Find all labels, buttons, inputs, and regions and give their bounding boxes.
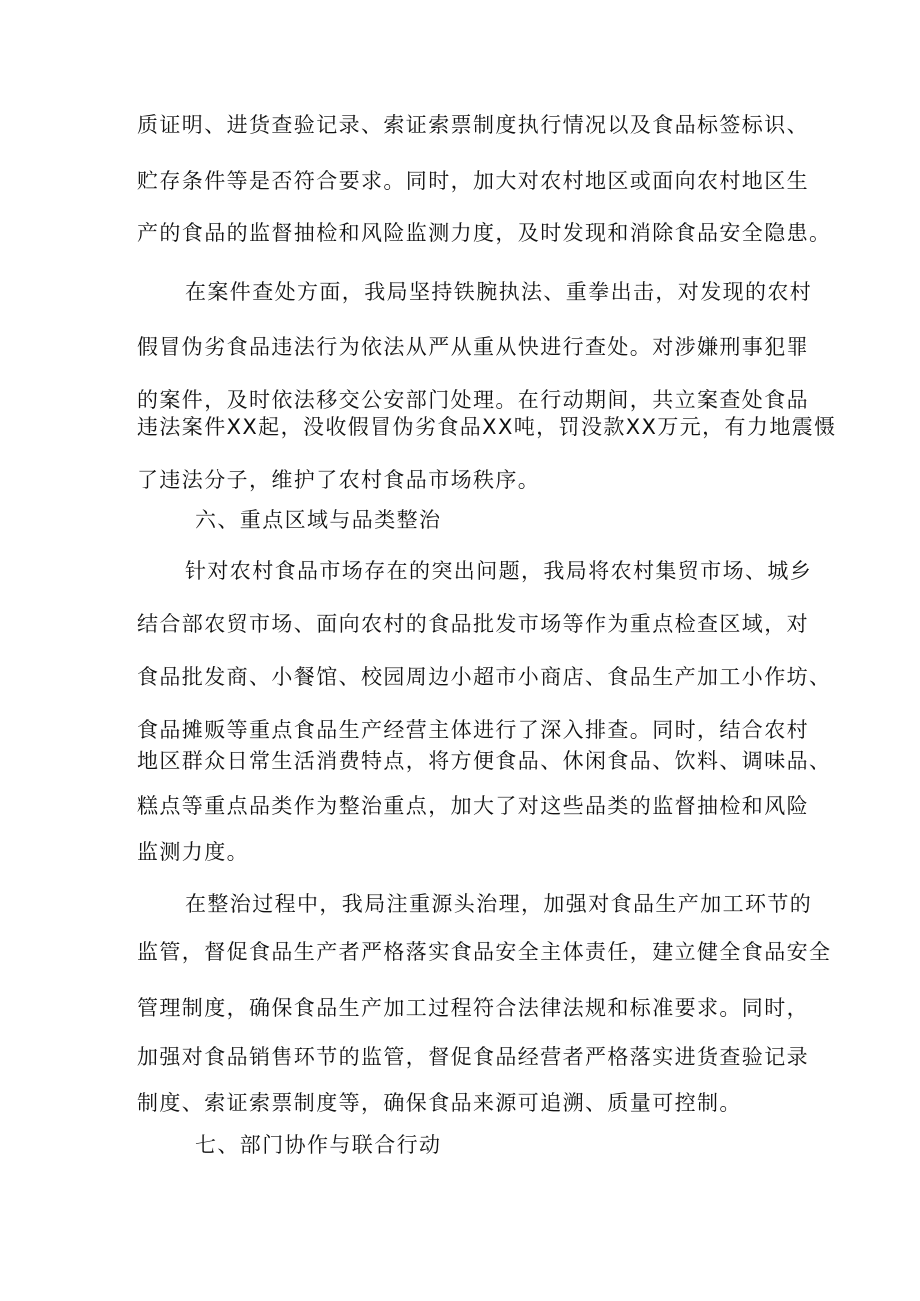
- text-line: 食品批发商、小餐馆、校园周边小超市小商店、食品生产加工小作坊、: [137, 665, 832, 689]
- text-line: 管理制度，确保食品生产加工过程符合法律法规和标准要求。同时，: [137, 996, 809, 1020]
- section-heading: 七、部门协作与联合行动: [195, 1133, 442, 1157]
- text-line: 糕点等重点品类作为整治重点，加大了对这些品类的监督抽检和风险: [137, 794, 809, 818]
- text-line: 假冒伪劣食品违法行为依法从严从重从快进行查处。对涉嫌刑事犯罪: [137, 335, 809, 359]
- text-line: 贮存条件等是否符合要求。同时，加大对农村地区或面向农村地区生: [137, 169, 809, 193]
- text-line: 的案件，及时依法移交公安部门处理。在行动期间，共立案查处食品: [137, 388, 809, 412]
- text-line: 监测力度。: [137, 840, 249, 864]
- text-line: 加强对食品销售环节的监管，督促食品经营者严格落实进货查验记录: [137, 1045, 809, 1069]
- text-line: 结合部农贸市场、面向农村的食品批发市场等作为重点检查区域，对: [137, 612, 809, 636]
- section-heading: 六、重点区域与品类整治: [195, 508, 442, 532]
- text-line: 监管，督促食品生产者严格落实食品安全主体责任，建立健全食品安全: [137, 940, 832, 964]
- text-line: 产的食品的监督抽检和风险监测力度，及时发现和消除食品安全隐患。: [137, 221, 832, 245]
- text-line: 质证明、进货查验记录、索证索票制度执行情况以及食品标签标识、: [137, 113, 809, 137]
- text-line: 违法案件XX起，没收假冒伪劣食品XX吨，罚没款XX万元，有力地震慑: [137, 415, 837, 439]
- paragraph-first-line: 在案件查处方面，我局坚持铁腕执法、重拳出击，对发现的农村: [185, 280, 813, 304]
- text-line: 食品摊贩等重点食品生产经营主体进行了深入排查。同时，结合农村: [137, 718, 809, 742]
- text-line: 制度、索证索票制度等，确保食品来源可追溯、质量可控制。: [137, 1091, 742, 1115]
- text-line: 了违法分子，维护了农村食品市场秩序。: [137, 468, 541, 492]
- paragraph-first-line: 在整治过程中，我局注重源头治理，加强对食品生产加工环节的: [185, 892, 813, 916]
- paragraph-first-line: 针对农村食品市场存在的突出问题，我局将农村集贸市场、城乡: [185, 559, 813, 583]
- text-line: 地区群众日常生活消费特点，将方便食品、休闲食品、饮料、调味品、: [137, 749, 832, 773]
